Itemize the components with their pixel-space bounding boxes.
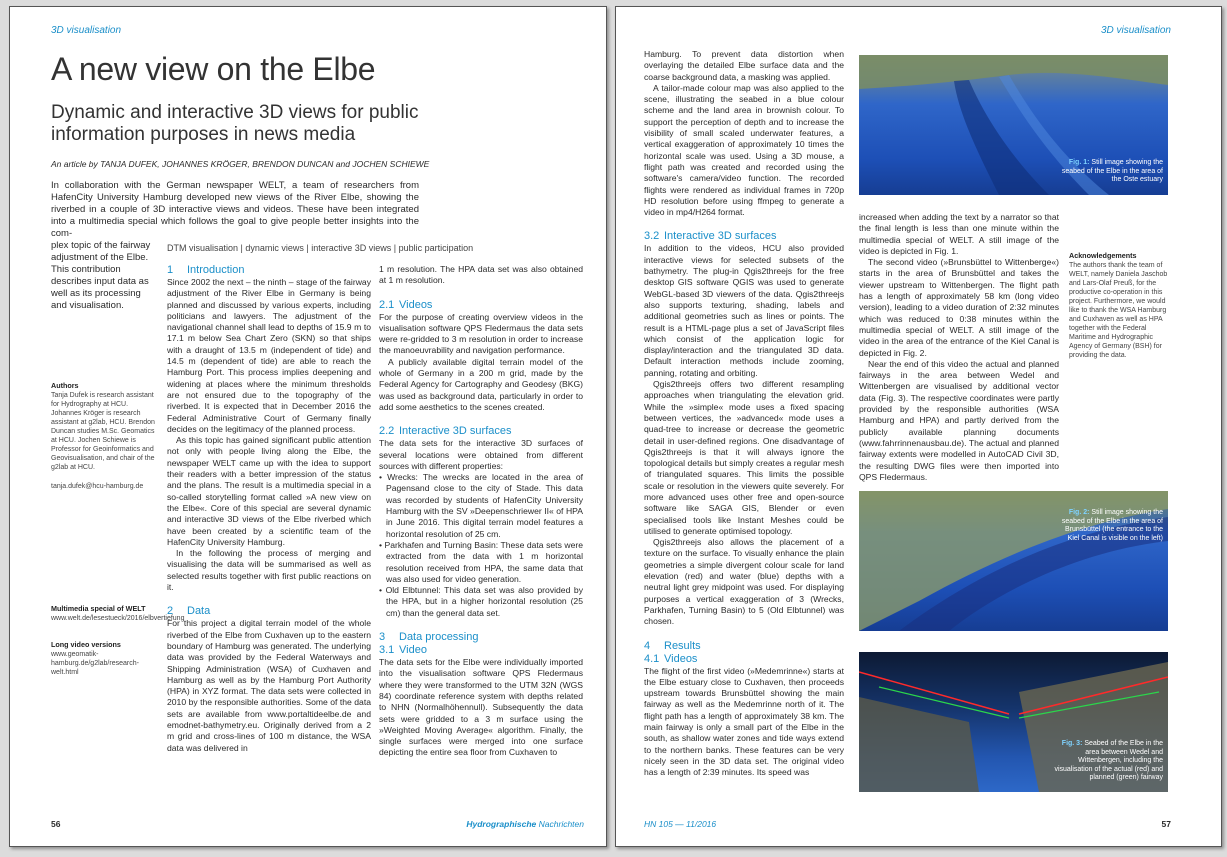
paragraph: For this project a digital terrain model of the whole riverbed of the Elbe from Cuxhaven up to the eastern boundary of Hamburg was generated. The underlying data was provided by the Federal Waterways and Shipping Administration (WSA) of Cuxhaven and Hamburg as well as by the Hamburg Port Authority (HPA) in XYZ format. The data sets were collected in 2010 by the responsible authorities. Some of the data sets are available from www.portaltideelbe.de and emodnet-bathymetry.eu. Originally derived from a 2 m grid and cross-lines of 100 m distance, the WSA data was delivered in xyxy=(167,618,371,753)
paragraph: The flight of the first video (»Medemrinne«) starts at the Elbe estuary close to Cuxhaven, then proceeds upstream towards Brunsbüttel showing the main fairway as well as the Medemrinne north of it. The flight path has a length of approximately 38 km. The main fairway is only a small part of the Elbe in the south, as shallow water zones and tide ways extend to the northern banks. These features can be very nicely seen in the 3D data set. The original video has a length of 2:39 minutes. Its speed was xyxy=(644,665,844,778)
paragraph: The data sets for the Elbe were individually imported into the visualisation software QPS Fledermaus where they were transformed to the UTM 32N (WGS 84) coordinate reference system with depths related to NHN (Normalhöhennull). Subsequently the data sets were gridded to a 3 m surface using the »Weighted Moving Average« algorithm. Finally, the single surfaces were merged into one surface depicting the entire sea floor from Cuxhaven to xyxy=(379,657,583,758)
long-video-box xyxy=(51,640,156,677)
paragraph: Since 2002 the next – the ninth – stage of the fairway adjustment of the River Elbe in Germany is being planned and discussed by various experts, including politicians and lawyers. The adjustment of the navigational channel shall lead to depths of 15.9 m to 17.1 m below Sea Chart Zero (SKN) so that ships with a draught of 13.5 m (independent of tide) and 14.5 m (dependent of tide) are able to reach the Hamburg Port. This process implies deepening and widening at places where the minimum thresholds are not ensured due to the topography of the riverbed. It is expected that in December 2016 the Federal Administrative Court of Germany finally decides on the legitimacy of the planned process. xyxy=(167,277,371,434)
paragraph: Qgis2threejs also allows the placement of a texture on the surface. To visually enhance the plain geometries a simple divergent colour scale for land elevation (red) and water (blue) depths with a neutral light grey midpoint was used. For displaying purposes a vertical exaggeration of 3 (Wrecks, Parkhafen, Turning Basin) to 5 (Old Elbtunnel) was chosen. xyxy=(644,537,844,627)
article-subtitle: Dynamic and interactive 3D views for public information purposes in news media xyxy=(51,102,419,145)
figure-3-caption: Fig. 3: Seabed of the Elbe in the area between Wedel and Wittenbergen, including the visualisation of the actual (red) and planned (green) fairway xyxy=(1054,740,1163,782)
page-number: 56 xyxy=(51,819,61,829)
figure-3 xyxy=(859,652,1168,792)
paragraph: Hamburg. To prevent data distortion when overlaying the detailed Elbe surface data and the coarse background data, a masking was applied. xyxy=(644,49,844,82)
figure-2 xyxy=(859,491,1168,631)
authors-text: Tanja Dufek is research assistant for Hydrography at HCU. Johannes Kröger is research assistant at g2lab, HCU. Brendon Duncan studies M.Sc. Geomatics at HCU. Jochen Schiewe is Professor for Geoinformatics and Geovisualisation, and chair of the g2lab at HCU. xyxy=(51,392,155,471)
paragraph: A publicly available digital terrain model of the whole of Germany in a 200 m grid, made by the Federal Agency for Cartography and Geodesy (BKG) was used as background data, particularly in order to add some aesthetics to the scenes created. xyxy=(379,356,583,412)
lead-paragraph: In collaboration with the German newspaper WELT, a team of researchers from HafenCity University Hamburg developed new views of the River Elbe, showing the riverbed in a couple of 3D interactive views and videos. These have been integrated into a multimedia special which follows the goal to give people better insights into the com- xyxy=(51,180,419,239)
acknowledgements-heading: Acknowledgements xyxy=(1069,251,1137,260)
paragraph: A tailor-made colour map was also applied to the scene, illustrating the seabed in a blue colour scheme and the land area in brownish colour. To support the perception of depth and to increase the visibility of small scaled underwater features, a vertical exaggeration of approximately 10 times the horizontal scale was used. Using a 3D mouse, a flight path was created and recorded using the software's camera/video function. The recorded flights were rendered as individual frames in 720p HD resolution before using ffmpeg to generate a video in mp4/H264 format. xyxy=(644,82,844,218)
multimedia-link[interactable]: www.welt.de/lesestueck/2016/elbvertiefung xyxy=(51,615,185,622)
journal-name: Hydrographische Nachrichten xyxy=(466,819,584,829)
figure-1-caption: Fig. 1: Still image showing the seabed of the Elbe in the area of the Oste estuary xyxy=(1061,159,1163,184)
left-page xyxy=(9,6,607,847)
acknowledgements-text: The authors thank the team of WELT, namely Daniela Jaschob and Lars-Olaf Preuß, for the productive co-operation in this project. Furthermore, we would like to thank the WSA Hamburg and Cuxhaven as well as HPA together with the Federal Maritime and Hydrographic Agency of Germany (BSH) for providing the data. xyxy=(1069,262,1168,359)
figure-1 xyxy=(859,55,1168,195)
authors-email[interactable]: tanja.dufek@hcu-hamburg.de xyxy=(51,483,144,490)
multimedia-heading: Multimedia special of WELT xyxy=(51,604,146,613)
body-column-1 xyxy=(167,264,371,754)
body-column-2 xyxy=(859,212,1059,483)
authors-box xyxy=(51,381,156,491)
section-heading-2-1: 2.1 Videos xyxy=(379,298,433,311)
paragraph: In the following the process of merging and visualising the data will be summarised as well as selected results together with first public reactions on it. xyxy=(167,548,371,593)
keywords: DTM visualisation | dynamic views | interactive 3D views | public participation xyxy=(167,243,474,253)
paragraph: 1 m resolution. The HPA data set was also obtained at 1 m resolution. xyxy=(379,264,583,286)
paragraph: The second video (»Brunsbüttel to Wittenberge«) starts in the area of Brunsbüttel and takes the viewer upstream to Wittenbergen. The flight path has a length of approximately 58 km (long video version), leading to a video duration of 2:32 minutes which was reduced to 0:38 minutes within the multimedia special of WELT. A still image of the video in the area of the entrance of the Kiel Canal is depicted in Fig. 2. xyxy=(859,257,1059,358)
section-rubric: 3D visualisation xyxy=(51,25,122,36)
list-item: • Wrecks: The wrecks are located in the area of Pagensand close to the city of Stade. This data was recorded by students of HafenCity University Hamburg with the SV »Deepenschriewer II« of HPA in June 2016. This digital terrain model features a horizontal resolution of 25 cm. xyxy=(379,472,583,539)
paragraph: Near the end of this video the actual and planned fairways in the area between Wedel and Wittenbergen are visualised by additional vector data (Fig. 3). The respective coordinates were partly provided by the responsible authorities (WSA Hamburg and HPA) and partly derived from the publicly available planning documents (www.fahrrinnenausbau.de). The actual and planned fairway extents were modelled in AutoCAD Civil 3D, the resulting DWG files were then imported into QPS Fledermaus. xyxy=(859,358,1059,482)
section-heading-4: 4 Results xyxy=(644,639,701,652)
section-heading-3-2: 3.2 Interactive 3D surfaces xyxy=(644,230,777,243)
paragraph: increased when adding the text by a narrator so that the final length is less than one minute within the multimedia special of WELT. A still image of the video is depicted in Fig. 1. xyxy=(859,212,1059,256)
source-list xyxy=(379,472,583,619)
body-column-2 xyxy=(379,264,583,759)
figure-2-caption: Fig. 2: Still image showing the seabed of the Elbe in the area of Brunsbüttel (the entrance to the Kiel Canal is visible on the left) xyxy=(1061,509,1163,542)
paragraph: For the purpose of creating overview videos in the visualisation software QPS Fledermaus the data sets were re-gridded to 3 m resolution in order to increase the manoeuvrability and navigation performance. xyxy=(379,311,583,356)
right-page xyxy=(615,6,1222,847)
list-item: • Old Elbtunnel: This data set was also provided by the HPA, but in a higher horizontal resolution (25 cm) than the general data set. xyxy=(379,585,583,618)
paragraph: Qgis2threejs offers two different resampling approaches when triangulating the elevation grid. While the »simple« mode uses a fixed spacing between vertices, the »advanced« mode uses a quad-tree to increase or decrease the geometric detail in user-defined regions. One disadvantage of Qgis2threejs is that it will always ignore the topological details but simply creates a regular mesh of triangulated squares. This limits the possible scale or resolution in the viewers quite severely. For more advanced uses other free and open-source software like SAGA GIS, Blender or even specialised tools like Instant Meshes could be utilised to generate optimised topology. xyxy=(644,379,844,536)
section-rubric: 3D visualisation xyxy=(1100,25,1171,36)
section-heading-1: 1 Introduction xyxy=(167,264,245,276)
section-heading-4-1: 4.1 Videos xyxy=(644,652,698,665)
authors-heading: Authors xyxy=(51,381,79,390)
section-heading-2-2: 2.2 Interactive 3D surfaces xyxy=(379,425,512,438)
issue-number: HN 105 — 11/2016 xyxy=(644,819,717,829)
long-video-link[interactable]: www.geomatik-hamburg.de/g2lab/research-welt.html xyxy=(51,651,139,676)
paragraph: In addition to the videos, HCU also provided interactive views for selected subsets of the bathymetry. The plug-in Qgis2threejs for the free desktop GIS software QGIS was used to generate WebGL-based 3D viewers of the data. Qgis2threejs also supports texturing, shading, labels and additional geometries such as lines or points. The result is a HTML-page plus a set of JavaScript files which consist of the application logic for display/interaction and the triangulated 3D data. Default interaction methods include zooming, panning, rotating and orbiting. xyxy=(644,243,844,378)
lead-paragraph-continued: plex topic of the fairway adjustment of the Elbe. This contribution describes input data as well as its processing and visualisation. xyxy=(51,240,151,311)
section-heading-3-1: 3.1 Video xyxy=(379,644,427,657)
paragraph: As this topic has gained significant public attention not only with people living along the Elbe, the newspaper WELT came up with the idea to support their readers with a better impression of the status and the plans. The result is a multimedia special in a so-called storytelling format called »A new view on the Elbe«. Core of this special are several dynamic and interactive 3D views of the Elbe riverbed which have been created by a scientific team of the HafenCity University Hamburg. xyxy=(167,435,371,547)
page-number: 57 xyxy=(1161,819,1171,829)
section-heading-2: 2 Data xyxy=(167,605,211,618)
list-item: • Parkhafen and Turning Basin: These data sets were extracted from the data with 1 m horizontal resolution received from HPA, the same data that was also used for video generation. xyxy=(379,539,583,584)
long-video-heading: Long video versions xyxy=(51,640,121,649)
paragraph: The data sets for the interactive 3D surfaces of several locations were obtained from different sources with different properties: xyxy=(379,438,583,471)
multimedia-box xyxy=(51,604,185,623)
section-heading-3: 3 Data processing xyxy=(379,631,479,644)
acknowledgements-box xyxy=(1069,251,1169,360)
body-column-1 xyxy=(644,49,844,779)
article-title: A new view on the Elbe xyxy=(51,51,376,87)
byline: An article by TANJA DUFEK, JOHANNES KRÖGER, BRENDON DUNCAN and JOCHEN SCHIEWE xyxy=(51,159,430,169)
